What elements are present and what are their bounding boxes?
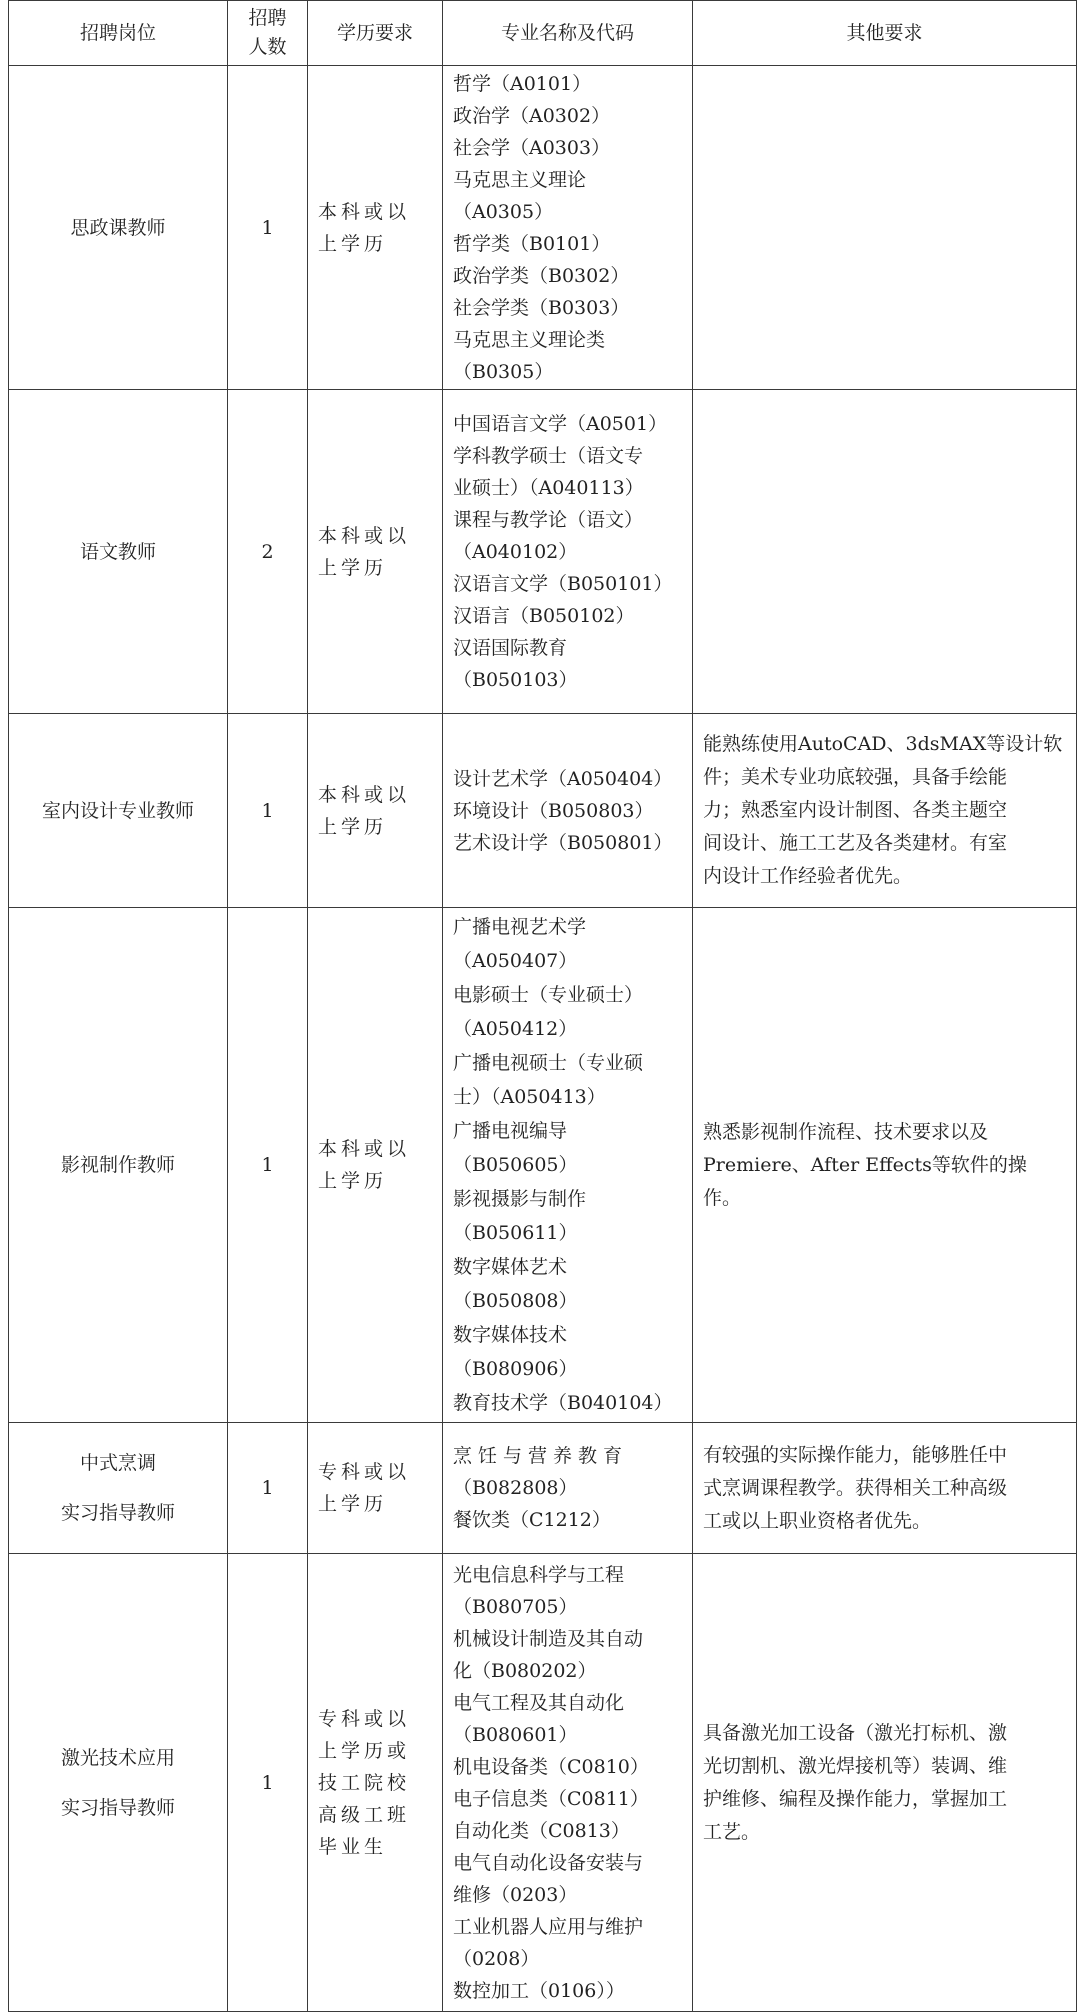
major-line: （A040102） (453, 540, 578, 563)
table-row (9, 1423, 1077, 1554)
other-line: 熟悉影视制作流程、技术要求以及 (703, 1120, 989, 1143)
major-line: 马克思主义理论类 (453, 328, 606, 351)
position-line: 影视制作教师 (60, 1154, 175, 1176)
major-line: 艺术设计学（B050801） (453, 831, 673, 854)
major-line: 广播电视编导 (453, 1120, 568, 1142)
major-line: 汉语言（B050102） (453, 604, 635, 627)
header-other: 其他要求 (693, 1, 1077, 66)
major-line: 电气自动化设备安装与 (453, 1851, 644, 1874)
education-line: 上学历或 (318, 1739, 411, 1762)
position-cell (9, 714, 228, 908)
education-cell (308, 1423, 443, 1554)
education-line: 专科或以 (318, 1461, 411, 1483)
major-line: 烹饪与营养教育 (453, 1445, 629, 1467)
other-cell (693, 714, 1077, 908)
major-line: 电气工程及其自动化 (453, 1691, 625, 1714)
major-line: 工业机器人应用与维护 (453, 1915, 644, 1938)
other-line: 光切割机、激光焊接机等）装调、维 (703, 1754, 1008, 1777)
other-line: 工艺。 (703, 1820, 761, 1843)
major-line: 数控加工（0106）） (453, 1979, 625, 2002)
major-line: （A050412） (453, 1018, 578, 1040)
major-line: 维修（0203） (453, 1883, 578, 1906)
major-line: 课程与教学论（语文） (453, 508, 644, 531)
major-line: 数字媒体技术 (453, 1324, 568, 1346)
other-line: Premiere、After Effects等软件的操 (703, 1153, 1027, 1176)
other-line: 具备激光加工设备（激光打标机、激 (703, 1721, 1008, 1744)
header-count-line: 招聘 (248, 7, 287, 29)
position-cell (9, 1554, 228, 2012)
major-line: 电子信息类（C0811） (453, 1787, 649, 1810)
major-line: 马克思主义理论 (453, 168, 587, 191)
major-line: 士）（A050413） (453, 1086, 606, 1108)
other-cell (693, 1554, 1077, 2012)
education-line: 毕业生 (318, 1835, 388, 1858)
position-cell (9, 908, 228, 1423)
major-line: 政治学（A0302） (453, 104, 611, 127)
table-header-row (9, 1, 1077, 66)
education-line: 本科或以 (318, 1138, 411, 1160)
major-line: （B080705） (453, 1595, 578, 1618)
position-cell (9, 66, 228, 390)
major-line: （A0305） (453, 200, 554, 223)
major-line: 政治学类（B0302） (453, 264, 630, 287)
major-line: 业硕士）（A040113） (453, 476, 644, 499)
count-cell: 1 (228, 1423, 308, 1554)
position-line: 中式烹调 (79, 1452, 156, 1474)
other-cell (693, 390, 1077, 714)
position-cell (9, 1423, 228, 1554)
other-line: 内设计工作经验者优先。 (703, 865, 913, 887)
education-line: 技工院校 (318, 1771, 411, 1794)
education-line: 上学历 (318, 815, 388, 838)
major-line: （B050103） (453, 668, 578, 691)
other-line: 有较强的实际操作能力，能够胜任中 (703, 1443, 1008, 1466)
other-line: 力；熟悉室内设计制图、各类主题空 (703, 799, 1008, 821)
major-cell (443, 66, 693, 390)
major-line: （A050407） (453, 950, 578, 972)
major-cell (443, 390, 693, 714)
major-cell (443, 714, 693, 908)
count-cell: 1 (228, 1554, 308, 2012)
education-cell (308, 908, 443, 1423)
major-cell (443, 1423, 693, 1554)
other-line: 工或以上职业资格者优先。 (703, 1509, 932, 1532)
major-cell (443, 1554, 693, 2012)
header-count-line: 人数 (248, 36, 287, 58)
position-line: 思政课教师 (70, 216, 166, 239)
other-line: 能熟练使用AutoCAD、3dsMAX等设计软 (703, 733, 1063, 755)
education-line: 高级工班 (318, 1803, 411, 1826)
education-cell (308, 66, 443, 390)
other-line: 作。 (703, 1186, 742, 1209)
position-cell (9, 390, 228, 714)
major-line: 餐饮类（C1212） (453, 1509, 611, 1531)
recruitment-table (8, 0, 1077, 2012)
major-line: 学科教学硕士（语文专 (453, 444, 644, 467)
table-row (9, 390, 1077, 714)
other-cell (693, 1423, 1077, 1554)
other-cell (693, 66, 1077, 390)
education-line: 上学历 (318, 1493, 388, 1515)
header-count (228, 1, 308, 66)
header-position: 招聘岗位 (9, 1, 228, 66)
table-row (9, 66, 1077, 390)
major-line: 汉语国际教育 (453, 636, 568, 659)
major-line: 汉语言文学（B050101） (453, 572, 673, 595)
other-line: 护维修、编程及操作能力，掌握加工 (703, 1787, 1008, 1810)
position-line: 实习指导教师 (60, 1796, 175, 1819)
recruitment-table-page (8, 0, 1076, 2012)
major-line: 广播电视艺术学 (453, 916, 587, 938)
major-line: （B082808） (453, 1477, 578, 1499)
education-cell (308, 390, 443, 714)
major-line: （B050611） (453, 1222, 578, 1244)
count-cell: 1 (228, 908, 308, 1423)
education-cell (308, 714, 443, 908)
major-line: 光电信息科学与工程 (453, 1563, 625, 1586)
count-cell: 1 (228, 714, 308, 908)
major-line: 机械设计制造及其自动 (453, 1627, 644, 1650)
header-major: 专业名称及代码 (443, 1, 693, 66)
major-line: 电影硕士（专业硕士） (453, 984, 644, 1006)
major-line: 设计艺术学（A050404） (453, 767, 673, 790)
major-cell (443, 908, 693, 1423)
major-line: 影视摄影与制作 (453, 1188, 587, 1210)
major-line: 社会学类（B0303） (453, 296, 630, 319)
position-line: 语文教师 (79, 540, 156, 563)
other-line: 间设计、施工工艺及各类建材。有室 (703, 832, 1008, 854)
major-line: （B050808） (453, 1290, 578, 1312)
count-cell: 2 (228, 390, 308, 714)
major-line: 哲学（A0101） (453, 72, 592, 95)
major-line: （B0305） (453, 360, 554, 383)
education-line: 本科或以 (318, 524, 411, 547)
education-line: 上学历 (318, 232, 388, 255)
table-row (9, 1554, 1077, 2012)
major-line: 机电设备类（C0810） (453, 1755, 649, 1778)
position-line: 实习指导教师 (60, 1502, 175, 1524)
major-line: （B080906） (453, 1358, 578, 1380)
major-line: 数字媒体艺术 (453, 1256, 568, 1278)
education-line: 上学历 (318, 1170, 388, 1192)
position-line: 室内设计专业教师 (41, 799, 194, 822)
major-line: 教育技术学（B040104） (453, 1392, 673, 1414)
other-cell (693, 908, 1077, 1423)
major-line: 环境设计（B050803） (453, 799, 654, 822)
education-cell (308, 1554, 443, 2012)
major-line: 哲学类（B0101） (453, 232, 611, 255)
major-line: （B050605） (453, 1154, 578, 1176)
education-line: 专科或以 (318, 1707, 411, 1730)
header-education: 学历要求 (308, 1, 443, 66)
major-line: （0208） (453, 1947, 540, 1970)
count-cell: 1 (228, 66, 308, 390)
major-line: （B080601） (453, 1723, 578, 1746)
position-line: 激光技术应用 (60, 1746, 175, 1769)
education-line: 本科或以 (318, 200, 411, 223)
major-line: 自动化类（C0813） (453, 1819, 630, 1842)
major-line: 社会学（A0303） (453, 136, 611, 159)
table-row (9, 908, 1077, 1423)
table-row (9, 714, 1077, 908)
education-line: 本科或以 (318, 783, 411, 806)
major-line: 中国语言文学（A0501） (453, 412, 668, 435)
other-line: 件；美术专业功底较强，具备手绘能 (703, 766, 1008, 788)
other-line: 式烹调课程教学。获得相关工种高级 (703, 1476, 1008, 1499)
major-line: 广播电视硕士（专业硕 (453, 1052, 644, 1074)
education-line: 上学历 (318, 556, 388, 579)
major-line: 化（B080202） (453, 1659, 597, 1682)
